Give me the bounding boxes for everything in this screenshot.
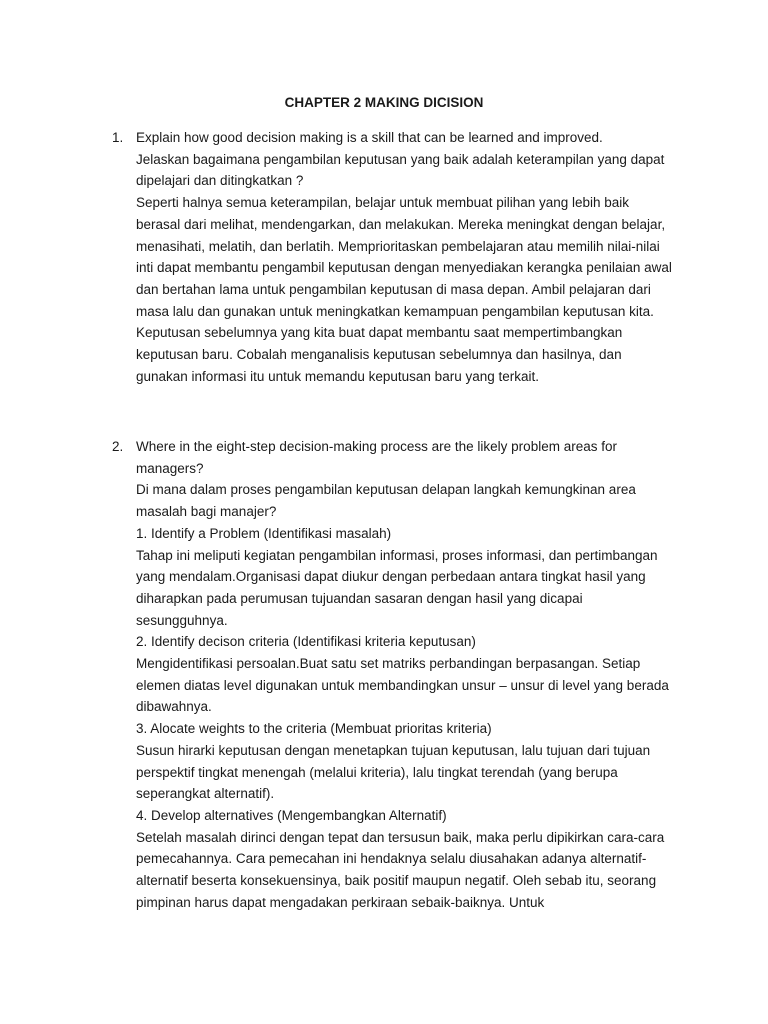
question-1-body xyxy=(136,127,672,387)
list-item xyxy=(136,523,672,632)
list-item-body: Mengidentifikasi persoalan.Buat satu set matriks perbandingan berpasangan. Setiap elemen diatas level digunakan untuk membandingkan unsur – unsur di level yang berada dibawahnya. xyxy=(136,656,669,715)
question-1-answer: Seperti halnya semua keterampilan, belajar untuk membuat pilihan yang lebih baik berasal dari melihat, mendengarkan, dan melakukan. Mereka meningkat dengan belajar, menasihati, melatih, dan berlatih. Memprioritaskan pembelajaran atau memilih nilai-nilai inti dapat membantu pengambil keputusan dengan menyediakan kerangka penilaian awal dan bertahan lama untuk pengambilan keputusan di masa depan. Ambil pelajaran dari masa lalu dan gunakan untuk meningkatkan kemampuan pengambilan keputusan kita. Keputusan sebelumnya yang kita buat dapat membantu saat mempertimbangkan keputusan baru. Cobalah menganalisis keputusan sebelumnya dan hasilnya, dan gunakan informasi itu untuk memandu keputusan baru yang terkait. xyxy=(136,195,672,384)
list-item xyxy=(136,718,672,805)
question-2-body xyxy=(136,436,672,913)
document-title: CHAPTER 2 MAKING DICISION xyxy=(284,95,484,110)
question-1-text-en: Explain how good decision making is a skill that can be learned and improved. xyxy=(136,130,603,145)
question-1-text-id: Jelaskan bagaimana pengambilan keputusan yang baik adalah keterampilan yang dapat dipelajari dan ditingkatkan ? xyxy=(136,151,665,189)
list-item xyxy=(136,805,672,914)
question-2-number: 2. xyxy=(112,439,124,454)
question-2-text-id: Di mana dalam proses pengambilan keputusan delapan langkah kemungkinan area masalah bagi manajer? xyxy=(136,482,636,520)
list-item-heading: 1. Identify a Problem (Identifikasi masalah) xyxy=(136,525,392,541)
list-item-heading: 3. Alocate weights to the criteria (Membuat prioritas kriteria) xyxy=(136,721,492,737)
list-item-heading: 2. Identify decison criteria (Identifikasi kriteria keputusan) xyxy=(136,634,476,650)
list-item xyxy=(136,631,672,718)
list-item-heading: 4. Develop alternatives (Mengembangkan Alternatif) xyxy=(136,807,447,823)
question-2 xyxy=(112,436,672,913)
list-item-body: Susun hirarki keputusan dengan menetapkan tujuan keputusan, lalu tujuan dari tujuan perspektif tingkat menengah (melalui kriteria), lalu tingkat terendah (yang berupa seperangkat alternatif). xyxy=(136,742,651,802)
question-1 xyxy=(112,127,672,387)
list-item-body: Setelah masalah dirinci dengan tepat dan tersusun baik, maka perlu dipikirkan cara-cara pemecahannya. Cara pemecahan ini hendaknya selalu diusahakan adanya alternatif-alternatif beserta konsekuensinya, baik positif maupun negatif. Oleh sebab itu, seorang pimpinan harus dapat mengadakan perkiraan sebaik-baiknya. Untuk xyxy=(136,829,665,910)
list-item-body: Tahap ini meliputi kegiatan pengambilan informasi, proses informasi, dan pertimbangan yang mendalam.Organisasi dapat diukur dengan perbedaan antara tingkat hasil yang diharapkan pada perumusan tujuandan sasaran dengan hasil yang dicapai sesungguhnya. xyxy=(136,547,658,628)
question-2-text-en: Where in the eight-step decision-making process are the likely problem areas for managers? xyxy=(136,439,617,476)
question-1-number: 1. xyxy=(112,130,124,145)
